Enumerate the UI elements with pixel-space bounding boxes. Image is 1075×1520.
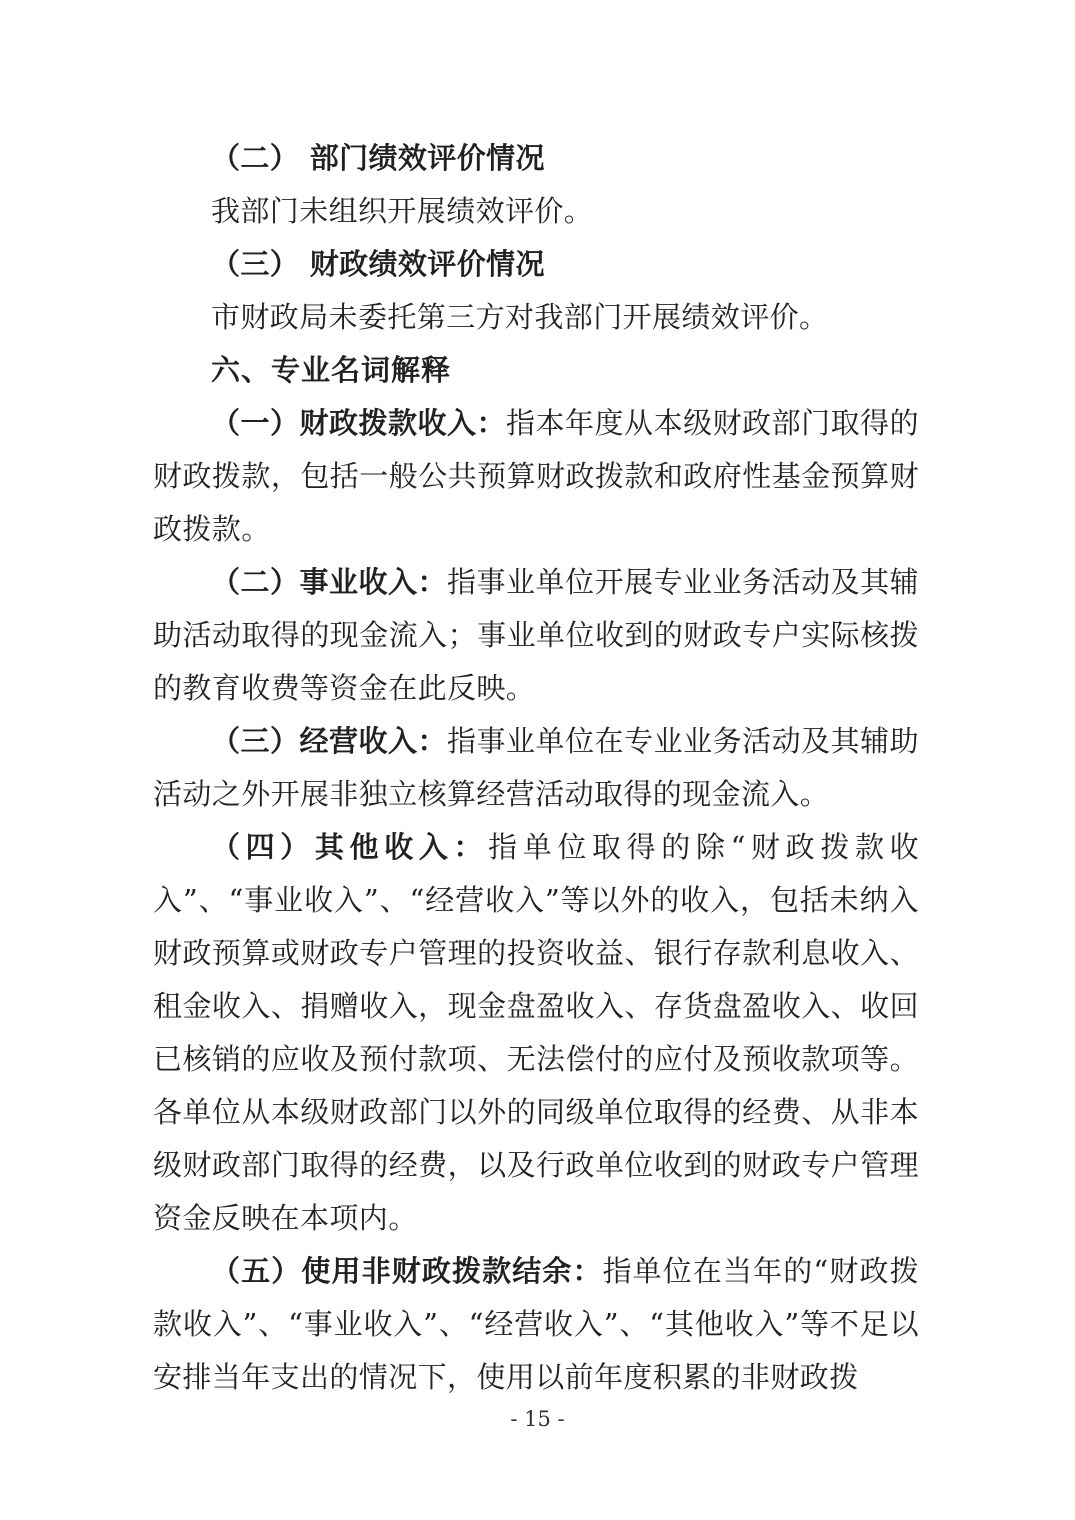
page-content <box>153 132 919 1404</box>
term-definition-non-fiscal-surplus: 指单位在当年的“财政拨款收入”、“事业收入”、“经营收入”、“其他收入”等不足以安排当年支出的情况下，使用以前年度积累的非财政拨 <box>153 1254 919 1394</box>
term-label-other-income: （四）其他收入： <box>211 830 489 864</box>
term-label-business-income: （三）经营收入： <box>211 724 448 758</box>
subheading-fiscal-performance-evaluation: （三） 财政绩效评价情况 <box>211 247 545 281</box>
paragraph-department-performance: 我部门未组织开展绩效评价。 <box>211 194 594 228</box>
subheading-department-performance-evaluation: （二） 部门绩效评价情况 <box>211 141 545 175</box>
paragraph-fiscal-performance: 市财政局未委托第三方对我部门开展绩效评价。 <box>211 300 829 334</box>
term-label-fiscal-appropriation-income: （一）财政拨款收入： <box>211 406 507 440</box>
term-definition-other-income: 指单位取得的除“财政拨款收入”、“事业收入”、“经营收入”等以外的收入，包括未纳入财政预算或财政专户管理的投资收益、银行存款利息收入、租金收入、捐赠收入，现金盘盈收入、存货盘盈收入、收回已核销的应收及预付款项、无法偿付的应付及预收款项等。各单位从本级财政部门以外的同级单位取得的经费、从非本级财政部门取得的经费，以及行政单位收到的财政专户管理资金反映在本项内。 <box>153 830 919 1235</box>
definition-other-income <box>153 821 919 1245</box>
definition-operating-income-institution <box>153 556 919 715</box>
page-number: - 15 - <box>510 1407 565 1431</box>
page-footer <box>0 1404 1075 1434</box>
term-definition-institution-income: 指事业单位开展专业业务活动及其辅助活动取得的现金流入；事业单位收到的财政专户实际核拨的教育收费等资金在此反映。 <box>153 565 920 705</box>
heading-terminology-section: 六、专业名词解释 <box>211 353 452 387</box>
definition-non-fiscal-surplus <box>153 1245 919 1404</box>
term-definition-business-income: 指事业单位在专业业务活动及其辅助活动之外开展非独立核算经营活动取得的现金流入。 <box>153 724 920 811</box>
definition-fiscal-appropriation-income <box>153 397 919 556</box>
definition-business-income <box>153 715 919 821</box>
term-label-non-fiscal-surplus: （五）使用非财政拨款结余： <box>211 1254 603 1288</box>
term-definition-fiscal-appropriation-income: 指本年度从本级财政部门取得的财政拨款，包括一般公共预算财政拨款和政府性基金预算财政拨款。 <box>153 406 919 546</box>
term-label-institution-income: （二）事业收入： <box>211 565 448 599</box>
